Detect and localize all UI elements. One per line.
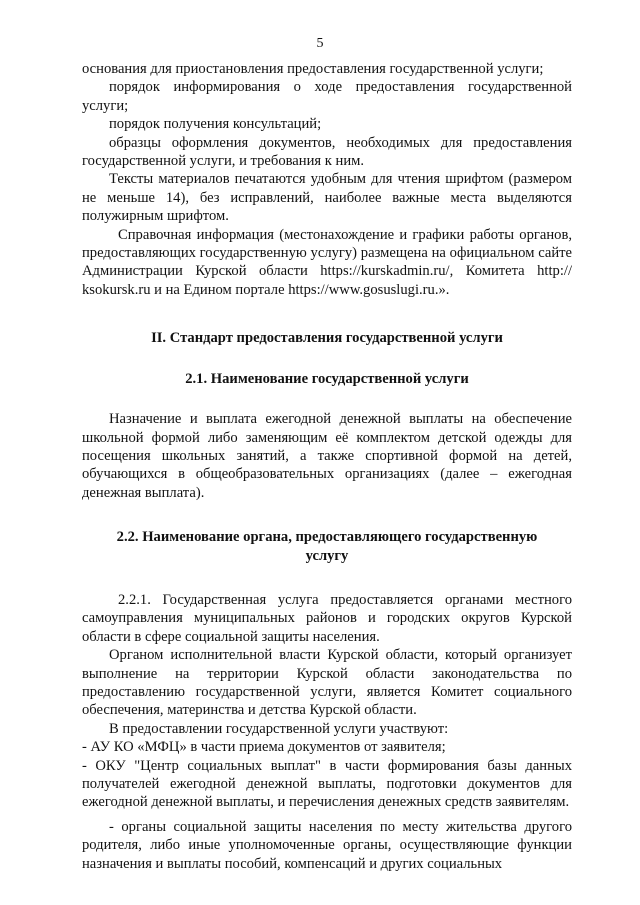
page-content [82, 60, 572, 873]
paragraph: порядок информирования о ходе предоставления государственной услуги; [82, 79, 572, 114]
list-item: - АУ КО «МФЦ» в части приема документов от заявителя; [82, 739, 446, 756]
paragraph: Органом исполнительной власти Курской области, который организует выполнение на территории Курской области законодательства по предоставлению государственной услуги, является Комитет социального обеспечения, материнства и детства Курской области. [82, 647, 572, 719]
subsection-heading-2-1: 2.1. Наименование государственной услуги [185, 370, 469, 387]
paragraph: образцы оформления документов, необходимых для предоставления государственной услуги, и требования к ним. [82, 134, 572, 170]
page-number: 5 [316, 36, 324, 51]
list-item: - ОКУ "Центр социальных выплат" в части формирования базы данных получателей ежегодной денежной выплаты, подготовки документов для ежегодной денежной выплаты, и перечисления денежных средств заявителям. [82, 757, 572, 811]
paragraph: порядок получения консультаций; [109, 116, 322, 133]
paragraph: Справочная информация (местонахождение и графики работы органов, предоставляющих государственную услугу) размещена на официальном сайте Администрации Курской области https://kurskadmin.ru/, Комитета http:// ksokursk.ru и на Едином портале https://www.gosuslugi.ru.». [82, 226, 572, 298]
paragraph: основания для приостановления предоставления государственной услуги; [82, 61, 544, 77]
paragraph: Тексты материалов печатаются удобным для чтения шрифтом (размером не меньше 14), без исправлений, наиболее важные места выделяются полужирным шрифтом. [82, 171, 572, 225]
paragraph: Назначение и выплата ежегодной денежной выплаты на обеспечение школьной формой либо заменяющим её комплектом детской одежды для посещения школьных занятий, а также спортивной формой на детей, обучающихся в общеобразовательных организациях (далее – ежегодная денежная выплата). [82, 411, 572, 501]
paragraph: 2.2.1. Государственная услуга предоставляется органами местного самоуправления муниципальных районов и городских округов Курской области в сфере социальной защиты населения. [82, 591, 572, 645]
subsection-heading-2-2: 2.2. Наименование органа, предоставляющего государственную услугу [116, 529, 538, 564]
section-heading: II. Стандарт предоставления государственной услуги [151, 330, 503, 347]
list-item: - органы социальной защиты населения по месту жительства другого родителя, либо иные уполномоченные органы, осуществляющие функции назначения и выплаты пособий, компенсаций и других социальных [82, 818, 572, 872]
paragraph: В предоставлении государственной услуги участвуют: [109, 720, 449, 737]
